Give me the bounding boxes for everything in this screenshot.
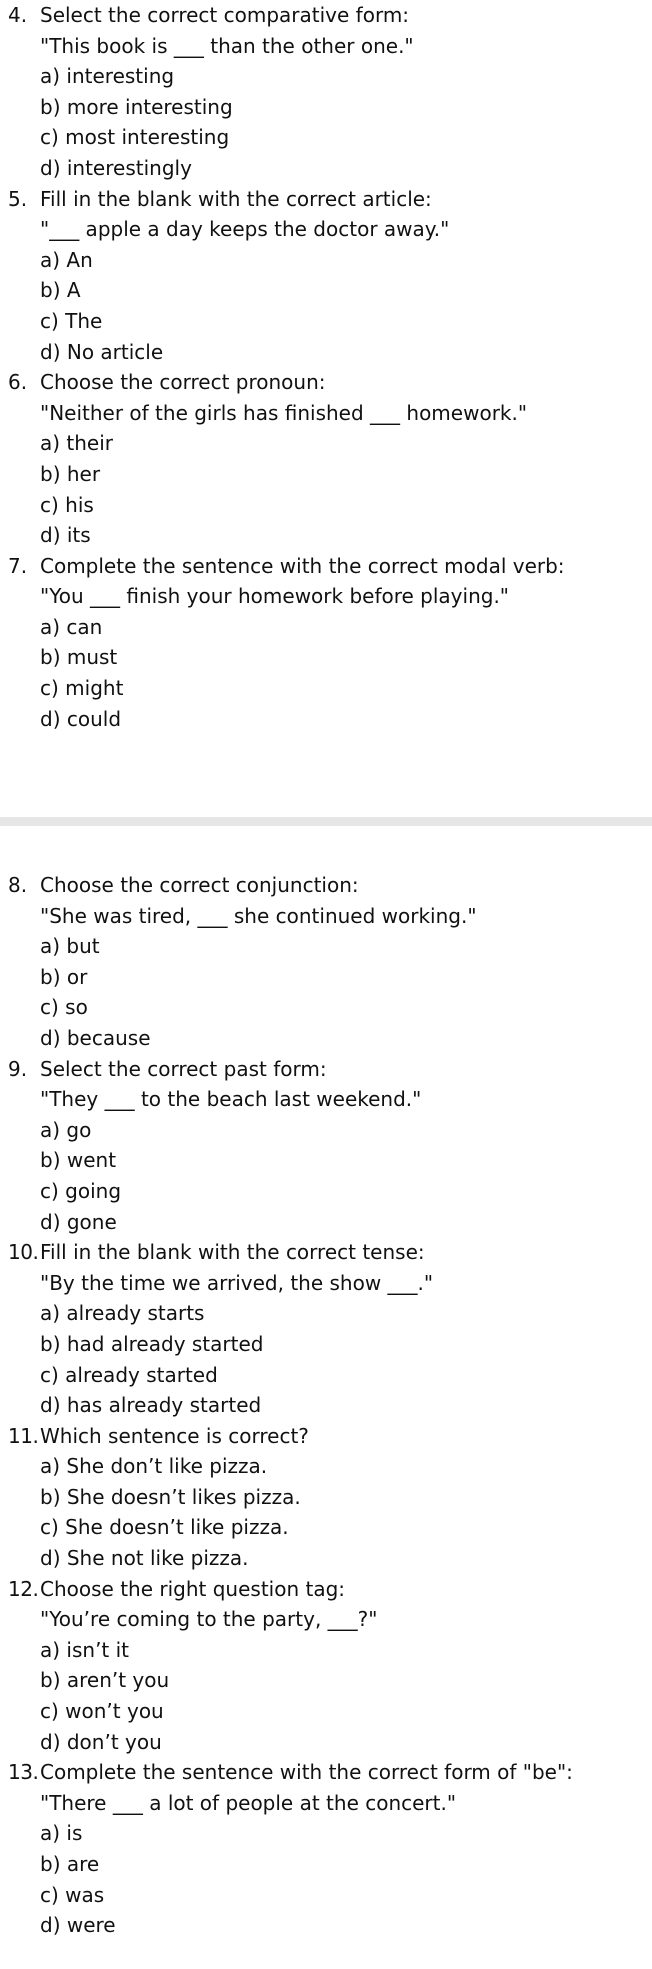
answer-option-a: a) can xyxy=(40,614,103,639)
question-number: 9. xyxy=(8,1056,28,1081)
question-number: 12. xyxy=(8,1576,39,1601)
answer-option-c: c) She doesn’t like pizza. xyxy=(40,1515,289,1540)
question-10 xyxy=(0,1237,652,1421)
answer-option-b: b) more interesting xyxy=(40,94,233,119)
answer-option-c: c) most interesting xyxy=(40,125,230,150)
question-4 xyxy=(0,0,652,184)
question-number: 10. xyxy=(8,1240,39,1265)
answer-option-d: d) gone xyxy=(40,1209,117,1234)
question-prompt: Fill in the blank with the correct tense: xyxy=(40,1240,425,1265)
question-11 xyxy=(0,1421,652,1574)
answer-option-a: a) isn’t it xyxy=(40,1637,130,1662)
answer-option-b: b) her xyxy=(40,461,101,486)
answer-option-c: c) was xyxy=(40,1882,105,1907)
answer-option-b: b) went xyxy=(40,1148,117,1173)
answer-option-a: a) their xyxy=(40,431,114,456)
question-5 xyxy=(0,184,652,368)
question-prompt: Choose the right question tag: xyxy=(40,1576,346,1601)
answer-option-c: c) might xyxy=(40,676,124,701)
question-sentence: "This book is ___ than the other one." xyxy=(40,33,414,58)
answer-option-b: b) are xyxy=(40,1852,100,1876)
answer-option-a: a) is xyxy=(40,1821,83,1846)
answer-option-d: d) were xyxy=(40,1913,116,1938)
question-prompt: Complete the sentence with the correct form of "be": xyxy=(40,1760,573,1785)
question-prompt: Select the correct past form: xyxy=(40,1056,327,1081)
answer-option-a: a) An xyxy=(40,247,93,272)
question-sentence: "There ___ a lot of people at the concert." xyxy=(40,1790,457,1815)
question-number: 4. xyxy=(8,3,28,27)
question-prompt: Select the correct comparative form: xyxy=(40,3,410,27)
question-6 xyxy=(0,367,652,551)
question-number: 5. xyxy=(8,186,28,211)
answer-option-d: d) could xyxy=(40,706,122,731)
quiz-section-top xyxy=(0,0,652,734)
question-number: 13. xyxy=(8,1760,39,1785)
question-prompt: Choose the correct conjunction: xyxy=(40,873,359,897)
question-sentence: "By the time we arrived, the show ___." xyxy=(40,1270,434,1295)
answer-option-d: d) interestingly xyxy=(40,155,192,180)
question-number: 8. xyxy=(8,873,28,897)
answer-option-c: c) won’t you xyxy=(40,1699,164,1724)
answer-option-a: a) interesting xyxy=(40,64,175,89)
answer-option-d: d) She not like pizza. xyxy=(40,1546,249,1571)
question-sentence: "___ apple a day keeps the doctor away." xyxy=(40,217,450,242)
answer-option-b: b) A xyxy=(40,278,81,303)
question-sentence: "Neither of the girls has finished ___ homework." xyxy=(40,400,528,425)
answer-option-c: c) The xyxy=(40,308,103,333)
answer-option-d: d) has already started xyxy=(40,1393,262,1418)
answer-option-d: d) don’t you xyxy=(40,1729,162,1754)
page-divider xyxy=(0,817,652,826)
answer-option-b: b) aren’t you xyxy=(40,1668,170,1693)
answer-option-c: c) so xyxy=(40,995,88,1020)
question-number: 11. xyxy=(8,1423,39,1448)
answer-option-b: b) or xyxy=(40,964,88,989)
answer-option-c: c) going xyxy=(40,1178,122,1203)
question-7 xyxy=(0,551,652,735)
question-8 xyxy=(0,870,652,1054)
answer-option-d: d) because xyxy=(40,1025,151,1050)
question-sentence: "They ___ to the beach last weekend." xyxy=(40,1087,422,1112)
quiz-section-bottom xyxy=(0,870,652,1941)
question-sentence: "You’re coming to the party, ___?" xyxy=(40,1607,378,1632)
answer-option-c: c) his xyxy=(40,492,94,517)
question-number: 7. xyxy=(8,553,28,578)
answer-option-c: c) already started xyxy=(40,1362,218,1387)
question-9 xyxy=(0,1054,652,1238)
question-12 xyxy=(0,1574,652,1758)
answer-option-b: b) must xyxy=(40,645,118,670)
question-prompt: Fill in the blank with the correct article: xyxy=(40,186,432,211)
question-sentence: "She was tired, ___ she continued working." xyxy=(40,903,477,928)
answer-option-d: d) No article xyxy=(40,339,164,364)
question-number: 6. xyxy=(8,370,28,395)
answer-option-b: b) She doesn’t likes pizza. xyxy=(40,1484,301,1509)
answer-option-b: b) had already started xyxy=(40,1331,264,1356)
question-sentence: "You ___ finish your homework before playing." xyxy=(40,584,510,609)
question-13 xyxy=(0,1757,652,1941)
answer-option-a: a) but xyxy=(40,934,100,959)
answer-option-a: a) already starts xyxy=(40,1301,205,1326)
answer-option-a: a) go xyxy=(40,1117,92,1142)
question-prompt: Which sentence is correct? xyxy=(40,1423,309,1448)
answer-option-a: a) She don’t like pizza. xyxy=(40,1454,268,1479)
answer-option-d: d) its xyxy=(40,523,91,548)
question-prompt: Choose the correct pronoun: xyxy=(40,370,326,395)
question-prompt: Complete the sentence with the correct modal verb: xyxy=(40,553,565,578)
